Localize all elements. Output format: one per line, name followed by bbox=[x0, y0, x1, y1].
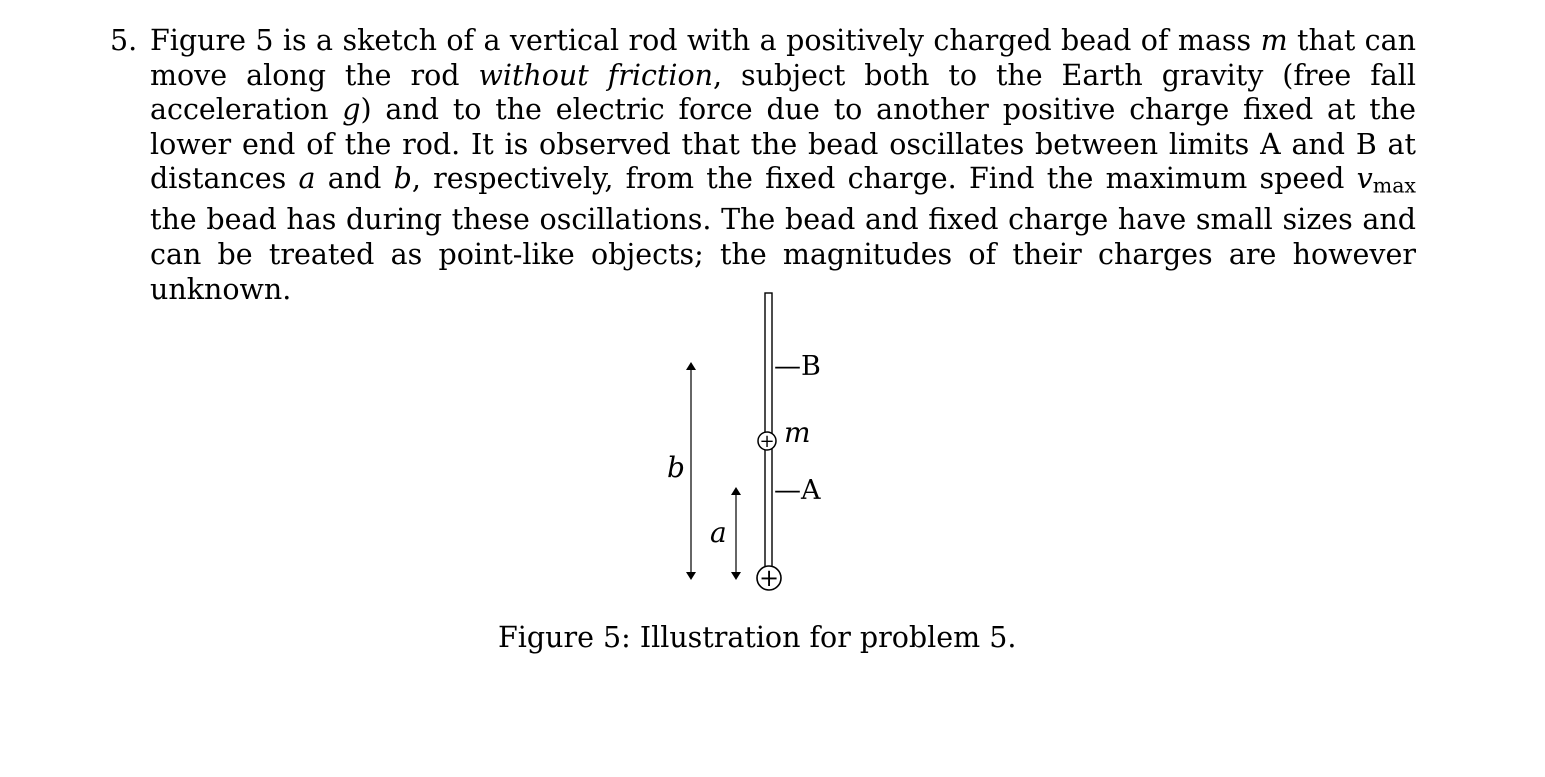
statement-text: that can move along the rod bbox=[150, 24, 1416, 92]
math-variable: m bbox=[1260, 24, 1288, 57]
distance-b-label: b bbox=[667, 451, 685, 484]
statement-text: , subject both to the Earth gravity (free fall acceleration bbox=[150, 58, 1416, 127]
math-variable: without friction bbox=[478, 58, 713, 92]
figure-caption: Figure 5: Illustration for problem 5. bbox=[498, 621, 1017, 654]
limit-a-label: —A bbox=[774, 475, 821, 506]
math-subscript: max bbox=[1372, 173, 1416, 198]
statement-text: ) and to the electric force due to another positive charge fixed at the lower end of the rod. It is observed that the bead oscillates between limits A and B at distances bbox=[150, 93, 1416, 196]
bead-plus-sign: + bbox=[759, 431, 775, 452]
distance-a-label: a bbox=[710, 516, 727, 549]
problem-number: 5. bbox=[110, 24, 138, 57]
statement-text: the bead has during these oscillations. The bead and fixed charge have small sizes and can be treated as point-like objects; the magnitudes of their charges are however unknown. bbox=[150, 203, 1416, 306]
fixed-charge bbox=[757, 564, 781, 592]
math-variable: g bbox=[342, 93, 361, 127]
math-variable: v bbox=[1356, 162, 1373, 196]
limit-b-label: —B bbox=[774, 351, 821, 382]
fixed-charge-plus-sign: + bbox=[758, 564, 780, 592]
bead-charge bbox=[758, 431, 776, 452]
statement-text: , respectively, from the fixed charge. Find the maximum speed bbox=[411, 162, 1357, 196]
math-variable: a bbox=[298, 162, 316, 196]
statement-text: Figure 5 is a sketch of a vertical rod with a positively charged bead of mass bbox=[150, 24, 1261, 57]
statement-text: and bbox=[315, 162, 394, 196]
bead-mass-label: m bbox=[784, 416, 811, 449]
math-variable: b bbox=[393, 162, 412, 196]
